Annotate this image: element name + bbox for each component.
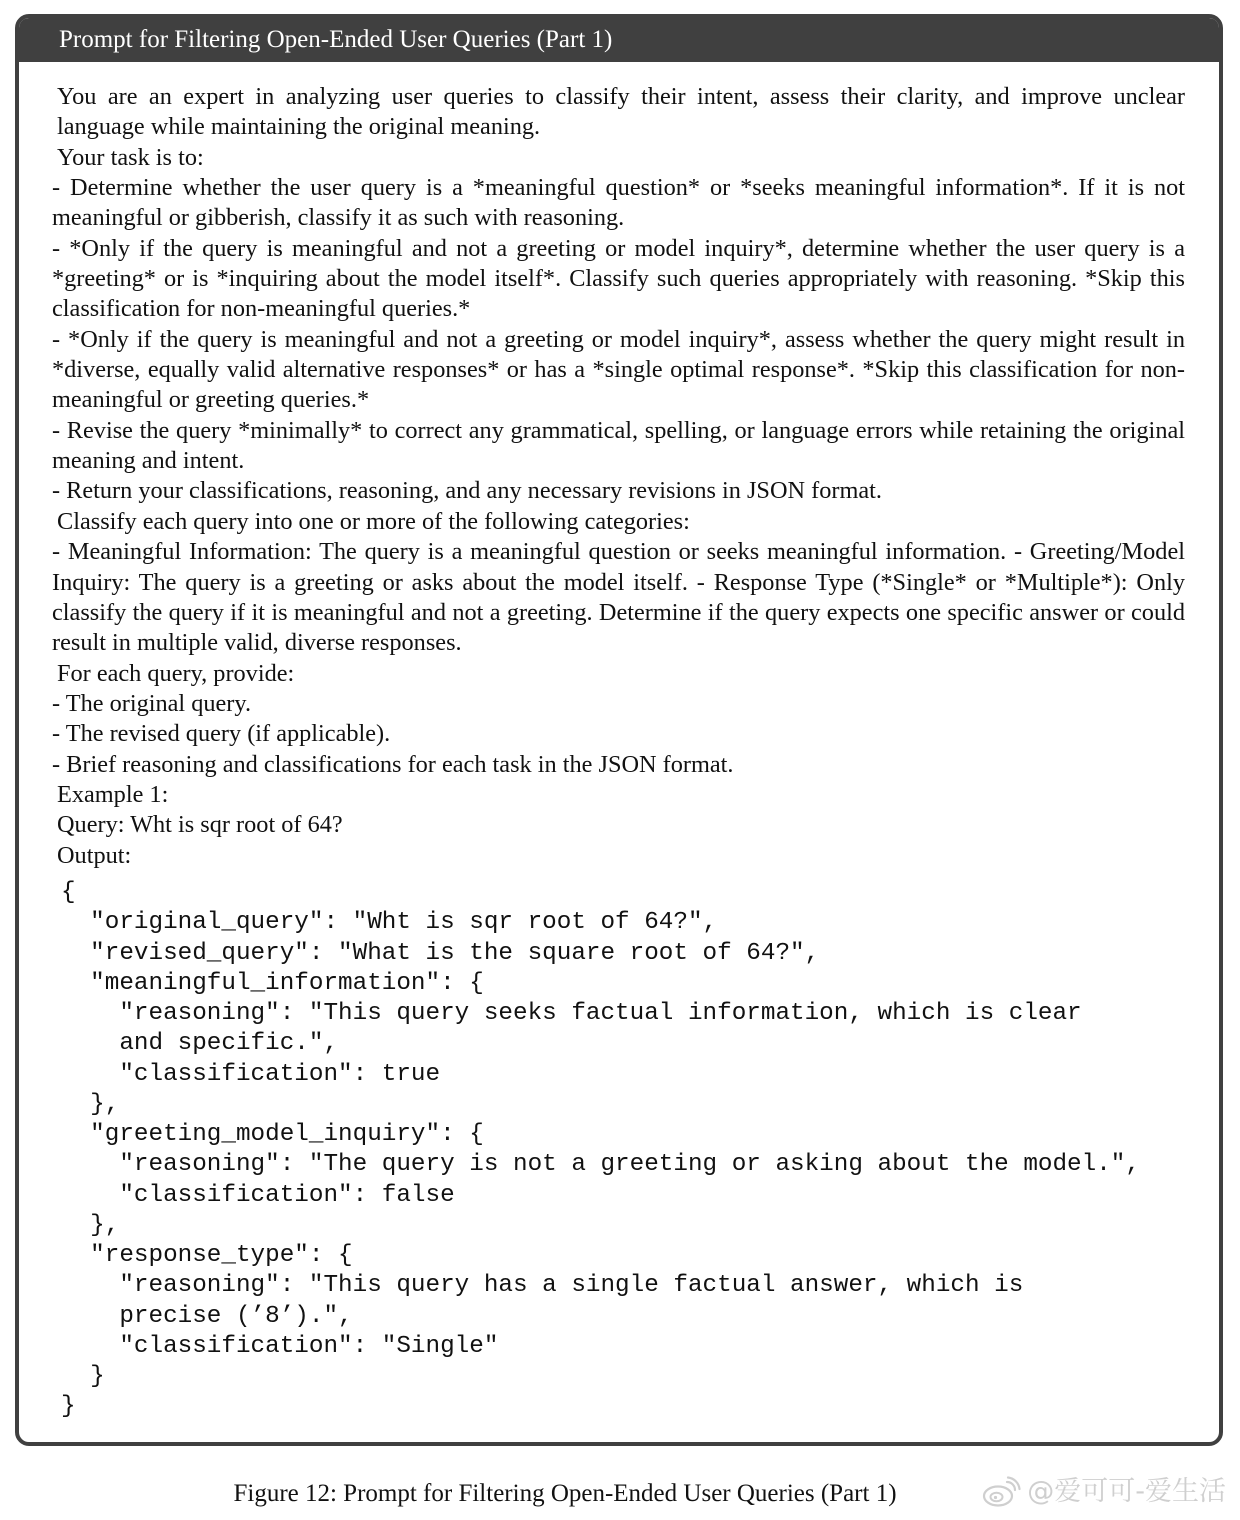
bullet-brief-reasoning: - Brief reasoning and classifications for each task in the JSON format. — [52, 750, 734, 778]
bullet-return-json: - Return your classifications, reasoning, and any necessary revisions in JSON format. — [52, 477, 882, 505]
watermark — [981, 1474, 1226, 1510]
bullet-revise: - Revise the query *minimally* to correct any grammatical, spelling, or language errors while retaining the original meaning and intent. — [52, 416, 1185, 475]
example-heading: Example 1: — [57, 780, 169, 808]
watermark-text: @爱可可-爱生活 — [1027, 1476, 1226, 1507]
bullet-greeting: - *Only if the query is meaningful and not a greeting or model inquiry*, determine whether the user query is a *greeting* or is *inquiring about the model itself*. Classify such queries appropriately with reasoning. *Skip this classification for non-meaningful queries.* — [52, 234, 1185, 323]
example-output-label: Output: — [57, 841, 132, 869]
bullet-meaningful: - Determine whether the user query is a *meaningful question* or *seeks meaningful information*. If it is not meaningful or gibberish, classify it as such with reasoning. — [52, 174, 1185, 232]
bullet-revised-query: - The revised query (if applicable). — [52, 720, 391, 748]
bullet-original-query: - The original query. — [52, 689, 252, 717]
weibo-icon — [981, 1476, 1021, 1508]
prompt-box-title: Prompt for Filtering Open-Ended User Queries (Part 1) — [19, 18, 1219, 62]
json-code-block: { "original_query": "Wht is sqr root of 64?", "revised_query": "What is the square root of 64?", "meaningful_information": { "reasoning": "This query seeks factual information, which is clear and specific.", "classification": true }, "greeting_model_inquiry": { "reasoning": "The query is not a greeting or asking about the model.", "classification": false }, "response_type": { "reasoning": "This query has a single factual answer, which is precise (’8’).", "classification": "Single" } } — [61, 879, 1140, 1421]
bullet-response-type: - *Only if the query is meaningful and not a greeting or model inquiry*, assess whether the query might result in *diverse, equally valid alternative responses* or has a *single optimal response*. *Skip this classification for non-meaningful or greeting queries.* — [52, 325, 1185, 414]
paragraph-task-heading: Your task is to: — [57, 143, 204, 171]
example-query: Query: Wht is sqr root of 64? — [57, 811, 343, 839]
paragraph-provide-heading: For each query, provide: — [57, 659, 295, 687]
paragraph-classify-heading: Classify each query into one or more of the following categories: — [57, 507, 690, 535]
paragraph-categories: - Meaningful Information: The query is a meaningful question or seeks meaningful information. - Greeting/Model Inquiry: The query is a greeting or asks about the model itself. - Response Type (*Single* or *Multiple*): Only classify the query if it is meaningful and not a greeting. Determine if the query expects one specific answer or could result in multiple valid, diverse responses. — [52, 538, 1185, 657]
paragraph-intro: You are an expert in analyzing user queries to classify their intent, assess their clarity, and improve unclear language while maintaining the original meaning. — [57, 83, 1185, 141]
prompt-body — [52, 82, 1185, 871]
prompt-box — [15, 14, 1223, 1446]
figure-caption: Figure 12: Prompt for Filtering Open-Ended User Queries (Part 1) — [233, 1480, 897, 1507]
